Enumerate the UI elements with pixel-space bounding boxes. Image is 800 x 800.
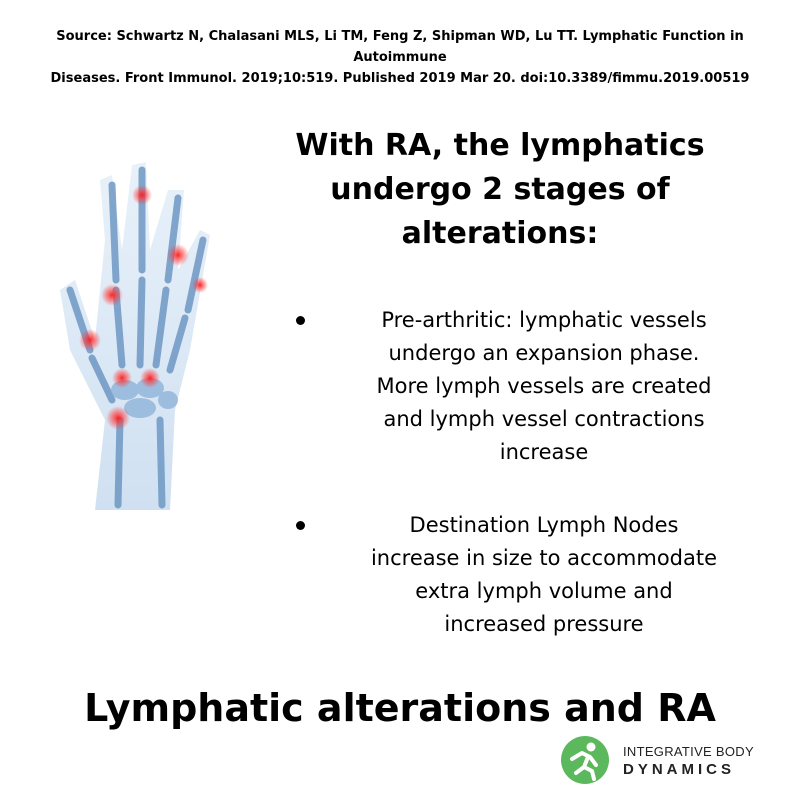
source-line-1: Source: Schwartz N, Chalasani MLS, Li TM, Feng Z, Shipman WD, Lu TT. Lymphatic Function in Autoimmune (56, 29, 744, 65)
brand-logo (560, 735, 790, 785)
bullet-2-line-2: increase in size to accommodate (370, 546, 718, 570)
brand-line-2: DYNAMICS (623, 761, 736, 778)
runner-logo-icon (560, 735, 610, 785)
bullet-1-line-3: More lymph vessels are created (376, 374, 712, 398)
bullet-2-line-1: Destination Lymph Nodes (409, 513, 679, 537)
bullet-1-line-4: and lymph vessel contractions (383, 407, 705, 431)
bullet-item-lymph-nodes (290, 509, 760, 641)
hand-xray-illustration (50, 150, 230, 515)
brand-line-1: INTEGRATIVE BODY (623, 744, 754, 759)
bullet-2-line-4: increased pressure (444, 612, 644, 636)
bullet-list (290, 304, 760, 641)
heading-line-2: undergo 2 stages of (330, 172, 670, 207)
page-title: Lymphatic alterations and RA (84, 686, 716, 730)
bullet-1-line-1: Pre-arthritic: lymphatic vessels (381, 308, 707, 332)
heading-line-3: alterations: (401, 216, 599, 251)
bullet-2-line-3: extra lymph volume and (415, 579, 673, 603)
heading-line-1: With RA, the lymphatics (295, 128, 705, 163)
bullet-dot-icon (296, 316, 305, 325)
bullet-dot-icon (296, 521, 305, 530)
bullet-1-line-5: increase (499, 440, 589, 464)
section-heading (290, 124, 710, 256)
hand-icon (50, 150, 230, 515)
bullet-1-line-2: undergo an expansion phase. (388, 341, 700, 365)
bullet-item-pre-arthritic (290, 304, 760, 469)
source-line-2: Diseases. Front Immunol. 2019;10:519. Published 2019 Mar 20. doi:10.3389/fimmu.2019.00519 (50, 71, 750, 86)
source-citation (10, 26, 790, 89)
